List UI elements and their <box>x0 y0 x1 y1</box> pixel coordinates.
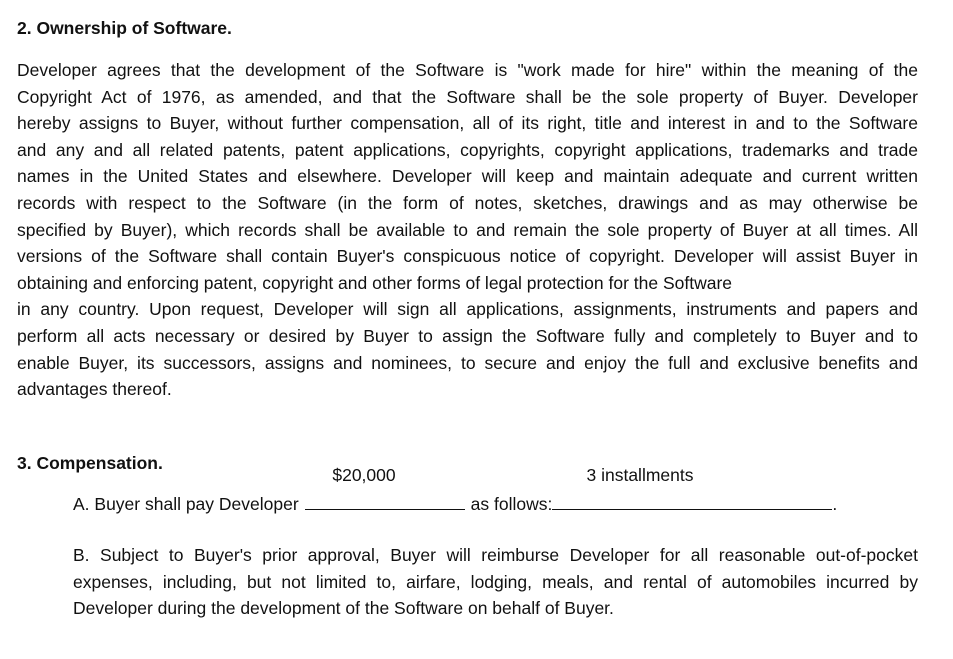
section-3-heading: 3. Compensation. <box>17 453 163 473</box>
paragraph-line: specified by Buyer), which records shall be available to and remain the sole property of Buyer at all times. All <box>17 219 918 240</box>
paragraph-line: Developer agrees that the development of the Software is "work made for hire" within the meaning of the <box>17 60 918 80</box>
clause-b-line: expenses, including, but not limited to, airfare, lodging, meals, and rental of automobiles incurred by <box>73 571 918 592</box>
paragraph-line: records with respect to the Software (in the form of notes, sketches, drawings and as may otherwise be <box>17 192 918 213</box>
clause-a-suffix: . <box>832 494 838 514</box>
paragraph-line: enable Buyer, its successors, assigns and nominees, to secure and enjoy the full and exclusive benefits and <box>17 352 918 373</box>
paragraph-line: versions of the Software shall contain Buyer's conspicuous notice of copyright. Developer will assist Buyer in <box>17 246 918 267</box>
clause-b-line: B. Subject to Buyer's prior approval, Buyer will reimburse Developer for all reasonable out-of-pocket <box>73 545 918 565</box>
clause-a-prefix: A. Buyer shall pay Developer <box>73 494 299 514</box>
paragraph-line: and any and all related patents, patent applications, copyrights, copyright applications, trademarks and trade <box>17 139 918 160</box>
amount-blank-line <box>305 493 465 510</box>
paragraph-line: names in the United States and elsewhere. Developer will keep and maintain adequate and current written <box>17 166 918 187</box>
installments-blank-line <box>552 493 832 510</box>
clause-b <box>73 542 918 622</box>
clause-a-middle: as follows: <box>470 494 553 514</box>
paragraph-line: perform all acts necessary or desired by Buyer to assign the Software fully and completely to Buyer and to <box>17 325 918 346</box>
paragraph-line: obtaining and enforcing patent, copyright and other forms of legal protection for the Software <box>17 272 733 293</box>
clause-a <box>73 493 837 514</box>
installments-fill-value: 3 installments <box>586 465 694 485</box>
section-2-heading: 2. Ownership of Software. <box>17 18 232 38</box>
paragraph-line: hereby assigns to Buyer, without further compensation, all of its right, title and interest in and to the Software <box>17 113 918 134</box>
amount-fill-value: $20,000 <box>332 465 396 485</box>
clause-b-line: Developer during the development of the Software on behalf of Buyer. <box>73 598 614 619</box>
section-2-paragraph <box>17 57 918 403</box>
paragraph-line: in any country. Upon request, Developer will sign all applications, assignments, instruments and papers and <box>17 299 918 320</box>
paragraph-line: Copyright Act of 1976, as amended, and that the Software shall be the sole property of Buyer. Developer <box>17 86 918 107</box>
paragraph-line: advantages thereof. <box>17 379 172 400</box>
